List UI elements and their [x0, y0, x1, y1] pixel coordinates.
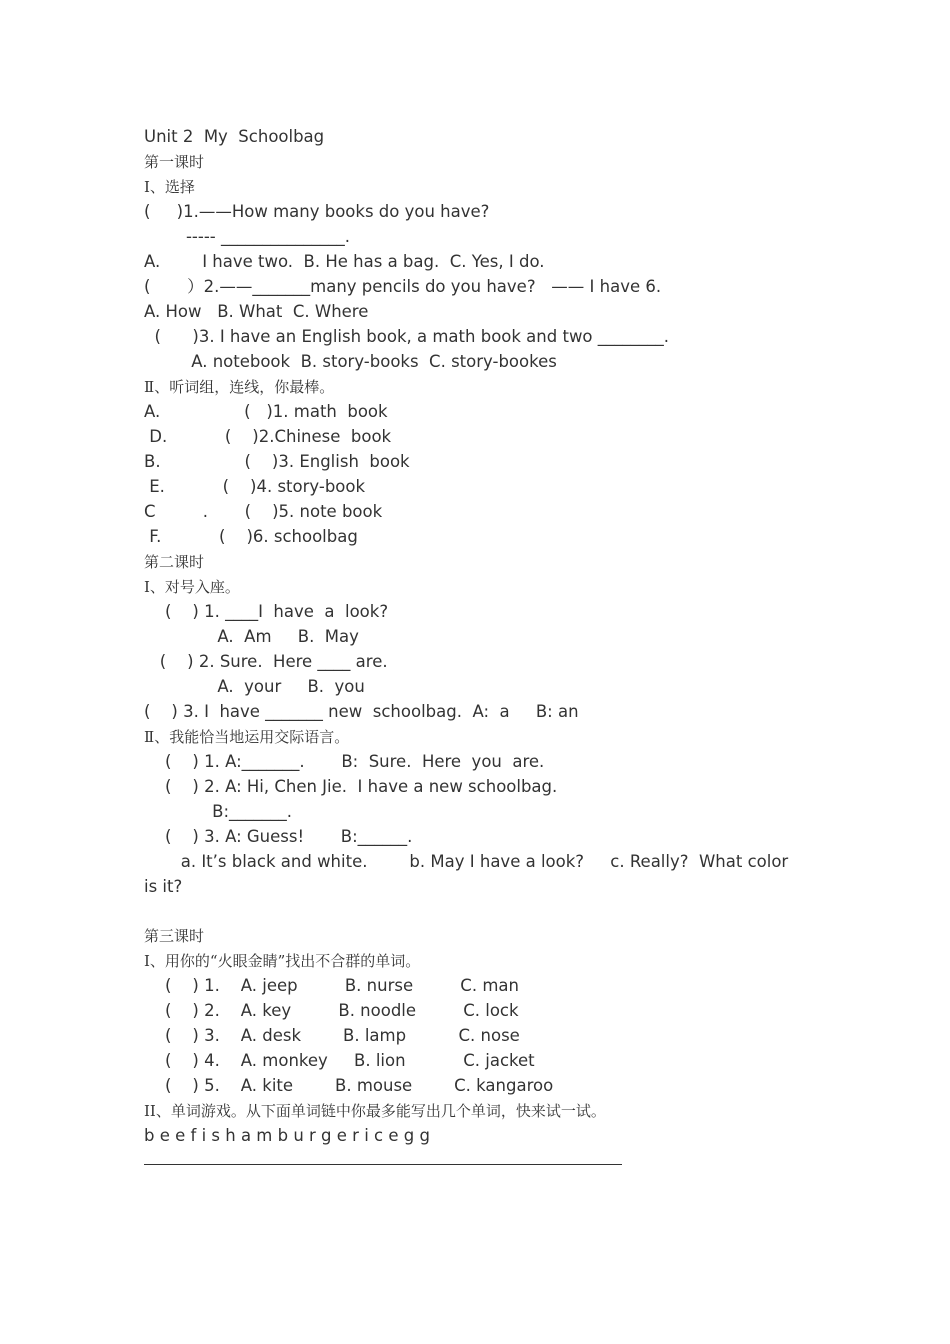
odd-one-out-row: ( ) 1. A. jeep B. nurse C. man: [144, 976, 519, 995]
dialogue-options: a. It’s black and white. b. May I have a look? c. Really? What color: [144, 852, 789, 871]
lesson3-part2-heading: II、单词游戏。从下面单词链中你最多能写出几个单词，快来试一试。: [144, 1102, 606, 1120]
fill-line: ( ) 1. ____I have a look?: [144, 602, 389, 621]
fill-line: ( ) 2. Sure. Here ____ are.: [144, 652, 388, 671]
question-1-answer-line: ----- _______________.: [144, 227, 350, 246]
question-1-options: A. I have two. B. He has a bag. C. Yes, I do.: [144, 252, 545, 271]
match-row: A. ( )1. math book: [144, 402, 388, 421]
match-row: F. ( )6. schoolbag: [144, 527, 358, 546]
question-2: ( ）2.——_______many pencils do you have? —— I have 6.: [144, 277, 662, 296]
lesson2-part2-heading: Ⅱ、我能恰当地运用交际语言。: [144, 728, 350, 746]
question-2-options: A. How B. What C. Where: [144, 302, 369, 321]
question-3-options: A. notebook B. story-books C. story-bookes: [144, 352, 557, 371]
answer-line: [144, 1164, 622, 1165]
match-row: C . ( )5. note book: [144, 502, 383, 521]
lesson2-part1-heading: Ⅰ、对号入座。: [144, 578, 240, 596]
dialogue-line: ( ) 2. A: Hi, Chen Jie. I have a new schoolbag.: [144, 777, 558, 796]
match-row: E. ( )4. story-book: [144, 477, 366, 496]
odd-one-out-row: ( ) 3. A. desk B. lamp C. nose: [144, 1026, 520, 1045]
page-title: Unit 2 My Schoolbag: [144, 127, 325, 146]
fill-line: A. Am B. May: [144, 627, 359, 646]
lesson2-heading: 第二课时: [144, 553, 205, 571]
match-row: B. ( )3. English book: [144, 452, 410, 471]
dialogue-line: ( ) 3. A: Guess! B:______.: [144, 827, 413, 846]
question-3: ( )3. I have an English book, a math book and two ________.: [144, 327, 670, 346]
match-row: D. ( )2.Chinese book: [144, 427, 392, 446]
lesson1-part1-heading: Ⅰ、选择: [144, 178, 195, 196]
odd-one-out-row: ( ) 2. A. key B. noodle C. lock: [144, 1001, 519, 1020]
dialogue-options-cont: is it?: [144, 877, 183, 896]
dialogue-line: B:_______.: [144, 802, 293, 821]
fill-line: ( ) 3. I have _______ new schoolbag. A: a B: an: [144, 702, 579, 721]
lesson1-heading: 第一课时: [144, 153, 205, 171]
lesson3-heading: 第三课时: [144, 927, 205, 945]
question-1: ( )1.——How many books do you have?: [144, 202, 490, 221]
lesson3-part1-heading: Ⅰ、用你的“火眼金睛”找出不合群的单词。: [144, 952, 421, 970]
odd-one-out-row: ( ) 4. A. monkey B. lion C. jacket: [144, 1051, 535, 1070]
odd-one-out-row: ( ) 5. A. kite B. mouse C. kangaroo: [144, 1076, 554, 1095]
dialogue-line: ( ) 1. A:_______. B: Sure. Here you are.: [144, 752, 545, 771]
lesson1-part2-heading: Ⅱ、听词组，连线，你最棒。: [144, 378, 335, 396]
word-chain: b e e f i s h a m b u r g e r i c e g g: [144, 1126, 430, 1145]
fill-line: A. your B. you: [144, 677, 365, 696]
